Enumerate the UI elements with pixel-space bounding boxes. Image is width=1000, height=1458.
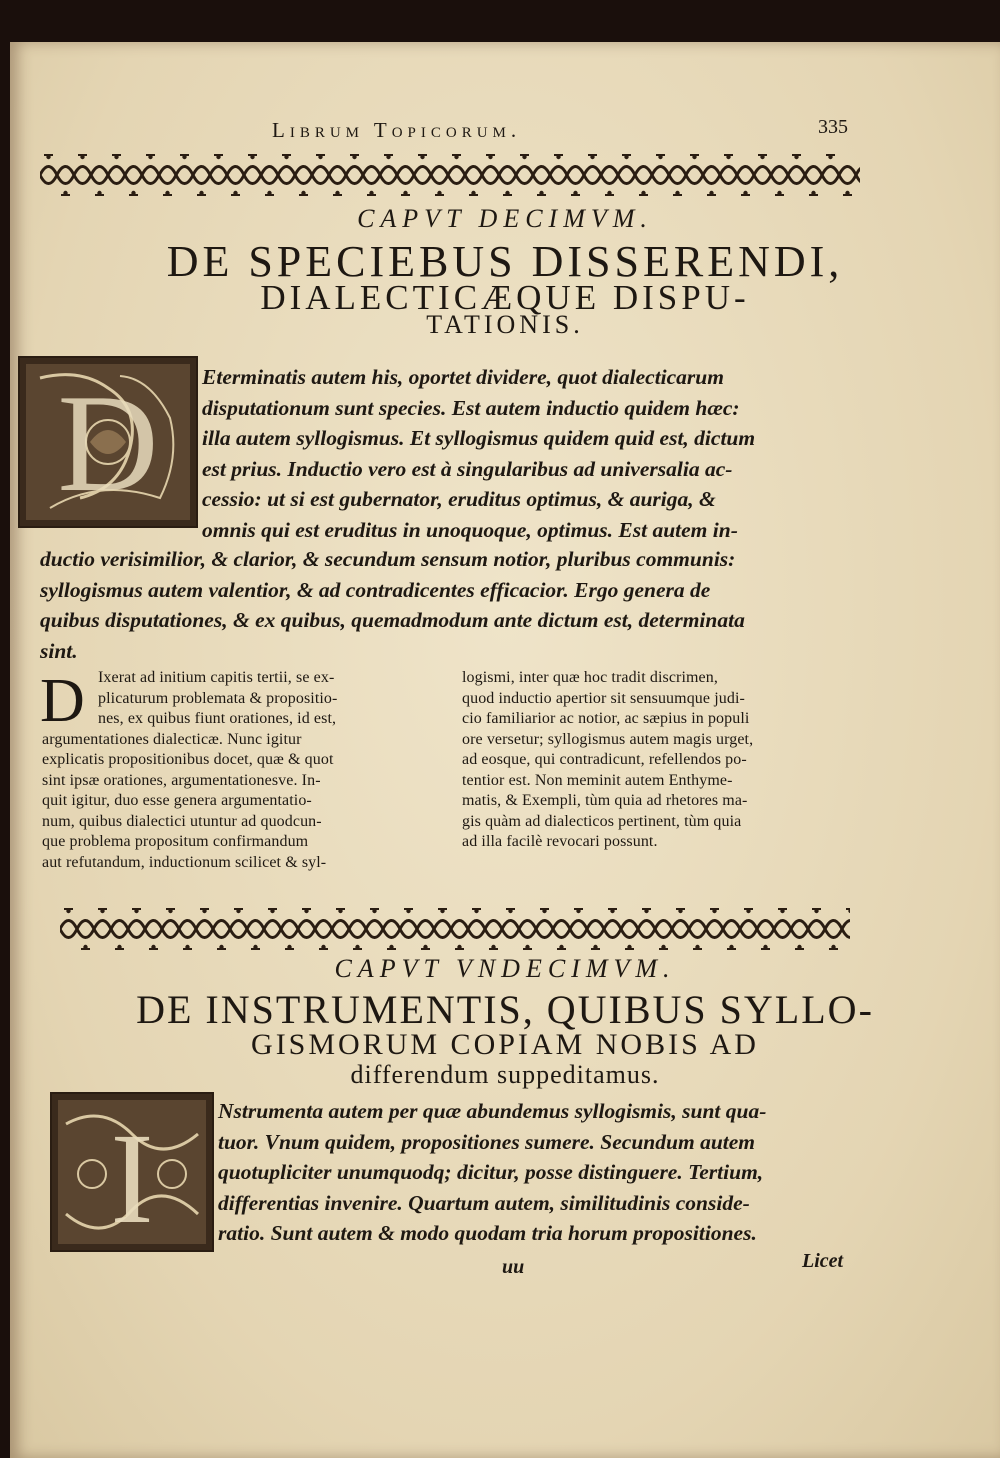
svg-text:I: I xyxy=(110,1107,154,1250)
svg-text:D: D xyxy=(57,366,159,521)
comment-line: matis, & Exempli, tùm quia ad rhetores ma- xyxy=(462,792,748,809)
text-line: sint. xyxy=(40,638,78,663)
catchword: Licet xyxy=(802,1250,844,1272)
text-line: est prius. Inductio vero est à singularibus ad universalia ac- xyxy=(202,456,733,481)
ornament-band-top xyxy=(40,152,860,198)
comment-line: plicaturum problemata & propositio- xyxy=(98,689,338,707)
text-line: omnis qui est eruditus in unoquoque, optimus. Est autem in- xyxy=(202,517,738,542)
text-line: ratio. Sunt autem & modo quodam tria horum propositiones. xyxy=(218,1221,757,1245)
comment-line: num, quibus dialectici utuntur ad quodcun- xyxy=(42,812,322,830)
text-line: quotupliciter unumquodq; dicitur, posse distinguere. Tertium, xyxy=(218,1160,764,1184)
comment-line: ad illa facilè revocari possunt. xyxy=(462,833,658,850)
comment-line: logismi, inter quæ hoc tradit discrimen, xyxy=(462,669,718,686)
text-line: differentias invenire. Quartum autem, similitudinis conside- xyxy=(218,1190,750,1215)
chapter-label: CAPVT VNDECIMVM. xyxy=(334,954,676,983)
decorated-initial-I xyxy=(50,1092,214,1252)
text-line: tuor. Vnum quidem, propositiones sumere. Secundum autem xyxy=(218,1129,756,1154)
decorated-initial-D xyxy=(18,356,198,528)
comment-line: tentior est. Non meminit autem Enthyme- xyxy=(462,771,733,789)
comment-line: quit igitur, duo esse genera argumentatio- xyxy=(42,792,312,809)
text-line: ductio verisimilior, & clarior, & secundum sensum notior, pluribus communis: xyxy=(40,547,736,571)
text-line: Nstrumenta autem per quæ abundemus syllogismis, sunt qua- xyxy=(218,1099,767,1123)
chapter-title-line: TATIONIS. xyxy=(426,310,584,339)
chapter-title-line: DE INSTRUMENTIS, QUIBUS SYLLO- xyxy=(136,987,874,1032)
commentary-left-column xyxy=(42,668,337,873)
comment-line: explicatis propositionibus docet, quæ & quot xyxy=(42,751,334,768)
running-head: Librum Topicorum. xyxy=(272,118,522,142)
drop-cap: D xyxy=(40,667,85,735)
comment-line: sint ipsæ orationes, argumentationesve. In- xyxy=(42,771,321,789)
text-line: Eterminatis autem his, oportet dividere, quot dialecticarum xyxy=(202,365,724,389)
chapter-title-line: differendum suppeditamus. xyxy=(350,1060,660,1089)
text-line: cessio: ut si est gubernator, eruditus optimus, & auriga, & xyxy=(202,487,716,511)
book-page xyxy=(10,42,1000,1458)
text-line: quibus disputationes, & ex quibus, quemadmodum ante dictum est, determinata xyxy=(40,608,745,632)
comment-line: quod inductio apertior sit sensuumque judi- xyxy=(462,689,745,707)
chapter-text xyxy=(218,1096,766,1249)
comment-line: que problema propositum confirmandum xyxy=(42,833,309,850)
commentary-right-column xyxy=(462,668,753,853)
page-number: 335 xyxy=(818,116,848,138)
comment-line: ad eosque, qui contradicunt, refellendos po- xyxy=(462,751,747,768)
text-line: syllogismus autem valentior, & ad contradicentes efficacior. Ergo genera de xyxy=(40,577,711,602)
comment-line: gis quàm ad dialecticos pertinent, tùm quia xyxy=(462,812,742,830)
comment-line: cio familiarior ac notior, ac sæpius in populi xyxy=(462,710,750,727)
chapter-label: CAPVT DECIMVM. xyxy=(357,204,653,233)
text-line: illa autem syllogismus. Et syllogismus quidem quid est, dictum xyxy=(202,426,756,450)
comment-line: nes, ex quibus fiunt orationes, id est, xyxy=(98,710,337,727)
chapter-title-line: GISMORUM COPIAM NOBIS AD xyxy=(251,1028,759,1061)
comment-line: ore versetur; syllogismus autem magis urget, xyxy=(462,730,754,748)
comment-line: Ixerat ad initium capitis tertii, se ex- xyxy=(98,669,335,686)
comment-line: aut refutandum, inductionum scilicet & syl- xyxy=(42,853,327,871)
chapter-text-full xyxy=(40,544,745,666)
comment-line: argumentationes dialecticæ. Nunc igitur xyxy=(42,730,302,748)
chapter-title-line: DE SPECIEBUS DISSERENDI, xyxy=(166,237,844,286)
chapter-text xyxy=(202,362,755,545)
ornament-band-middle xyxy=(60,906,850,952)
signature-mark: uu xyxy=(502,1256,525,1278)
text-line: disputationum sunt species. Est autem inductio quidem hæc: xyxy=(202,395,740,420)
chapter-title-line: DIALECTICÆQUE DISPU- xyxy=(260,278,750,317)
